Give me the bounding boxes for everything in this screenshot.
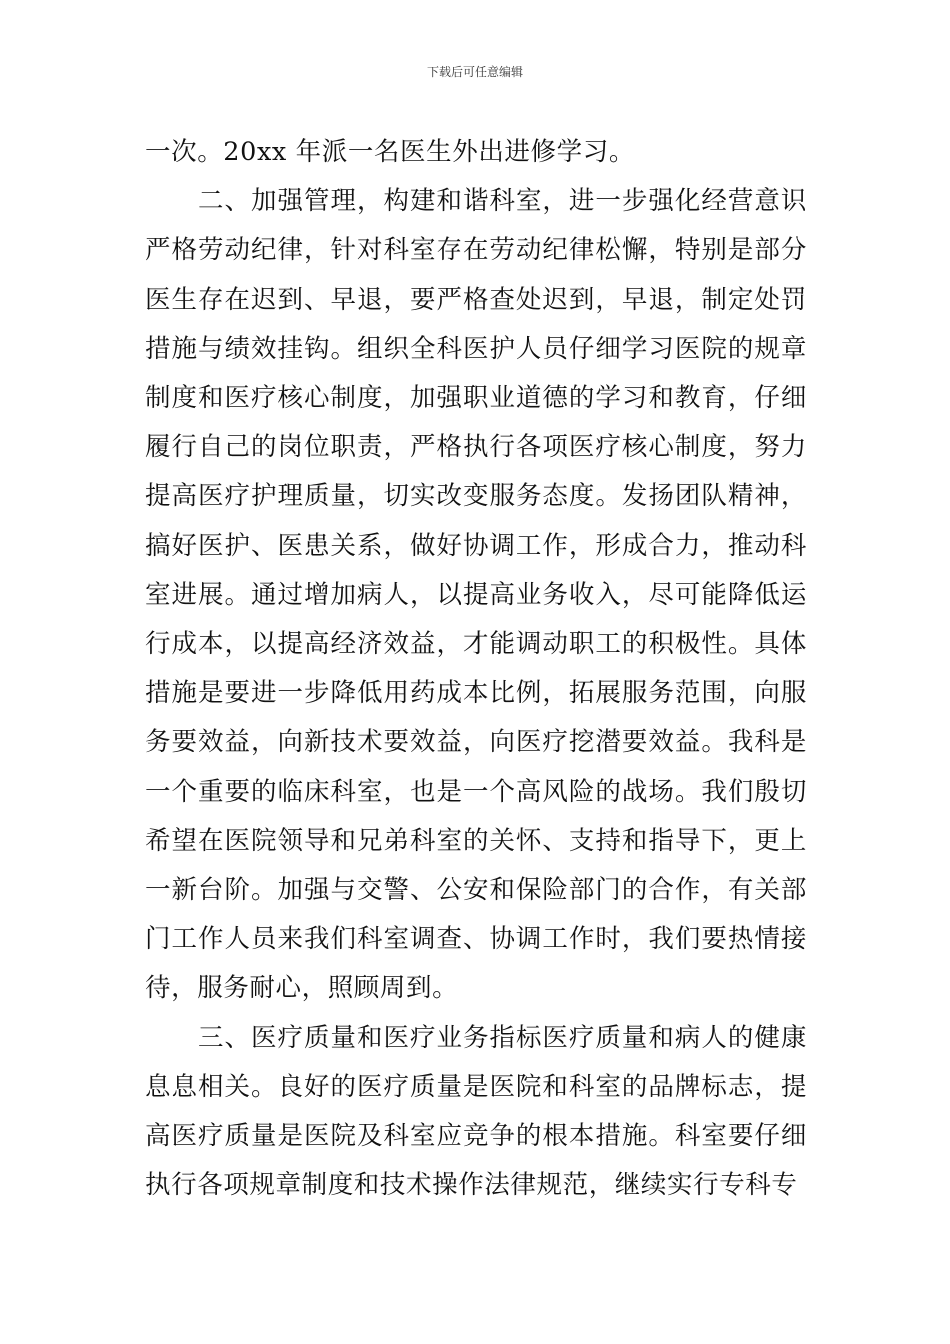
paragraph-section-two: 二、加强管理，构建和谐科室，进一步强化经营意识严格劳动纪律，针对科室存在劳动纪律松懈，特别是部分医生存在迟到、早退，要严格查处迟到，早退，制定处罚措施与绩效挂钩。组织全科医护人员仔细学习医院的规章制度和医疗核心制度，加强职业道德的学习和教育，仔细履行自己的岗位职责，严格执行各项医疗核心制度，努力提高医疗护理质量，切实改变服务态度。发扬团队精神，搞好医护、医患关系，做好协调工作，形成合力，推动科室进展。通过增加病人，以提高业务收入，尽可能降低运行成本，以提高经济效益，才能调动职工的积极性。具体措施是要进一步降低用药成本比例，拓展服务范围，向服务要效益，向新技术要效益，向医疗挖潜要效益。我科是一个重要的临床科室，也是一个高风险的战场。我们殷切希望在医院领导和兄弟科室的关怀、支持和指导下，更上一新台阶。加强与交警、公安和保险部门的合作，有关部门工作人员来我们科室调查、协调工作时，我们要热情接待，服务耐心，照顾周到。 xyxy=(145,186,807,1004)
paragraph-continuation: 一次。20xx 年派一名医生外出进修学习。 xyxy=(145,137,635,167)
paragraph-section-three: 三、医疗质量和医疗业务指标医疗质量和病人的健康息息相关。良好的医疗质量是医院和科室的品牌标志，提高医疗质量是医院及科室应竞争的根本措施。科室要仔细执行各项规章制度和技术操作法律规范，继续实行专科专 xyxy=(145,1022,807,1201)
page-header-note: 下载后可任意编辑 xyxy=(426,65,523,79)
document-body xyxy=(145,128,807,1210)
